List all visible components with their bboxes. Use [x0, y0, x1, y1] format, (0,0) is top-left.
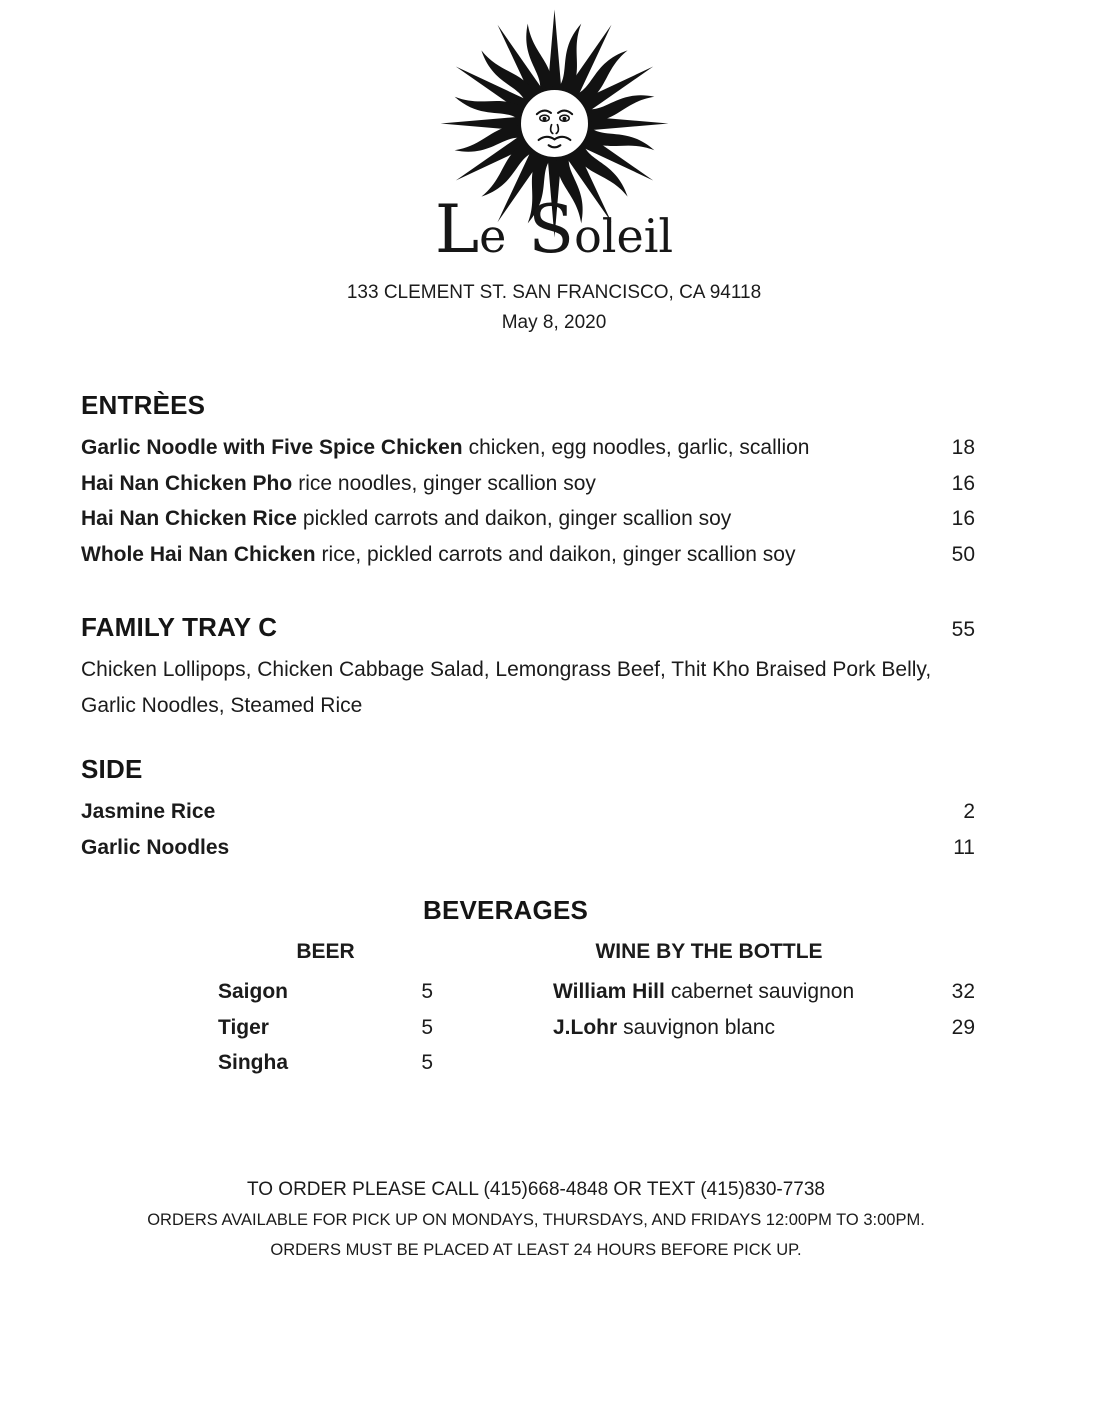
item-description: cabernet sauvignon [670, 980, 855, 1003]
item-price: 2 [963, 800, 975, 823]
item-description: sauvignon blanc [623, 1015, 775, 1039]
item-price: 5 [421, 1051, 433, 1074]
restaurant-name-word2: Soleil [528, 190, 674, 268]
item-name: Tiger [218, 1015, 269, 1039]
menu-item-row [553, 974, 975, 1010]
wine-column [553, 935, 975, 1081]
menu-item-row [81, 466, 975, 502]
item-description: rice, pickled carrots and daikon, ginger scallion soy [321, 542, 796, 566]
entrees-list [81, 430, 975, 572]
item-name: Hai Nan Chicken Rice [81, 507, 297, 530]
menu-item-row [81, 830, 975, 866]
item-description: pickled carrots and daikon, ginger scallion soy [302, 507, 732, 530]
subsection-title-wine: WINE BY THE BOTTLE [595, 940, 823, 963]
beverages-columns [81, 935, 975, 1081]
item-price: 18 [951, 436, 975, 459]
item-name: Saigon [218, 980, 289, 1003]
section-title-family-tray: FAMILY TRAY C [81, 612, 278, 642]
menu-item-row [81, 794, 975, 830]
item-price: 55 [951, 618, 975, 641]
menu-item-row [81, 430, 975, 466]
item-price: 16 [951, 507, 975, 530]
section-title-side: SIDE [81, 754, 143, 784]
menu-content [81, 388, 975, 1081]
menu-item-row [81, 537, 975, 573]
section-title-beverages: BEVERAGES [422, 895, 589, 925]
family-tray-header [81, 610, 975, 644]
section-title-entrees: ENTRÈES [81, 390, 206, 420]
item-name: Jasmine Rice [81, 800, 216, 823]
footer [0, 1175, 1072, 1265]
item-name: Whole Hai Nan Chicken [81, 542, 316, 566]
restaurant-name-word1: Le [434, 190, 507, 268]
menu-date: May 8, 2020 [501, 312, 607, 333]
beer-column [218, 935, 433, 1081]
item-name: William Hill [553, 980, 665, 1003]
item-price: 11 [953, 835, 975, 859]
item-price: 50 [951, 542, 975, 566]
footer-order-notice: ORDERS MUST BE PLACED AT LEAST 24 HOURS BEFORE PICK UP. [270, 1240, 802, 1259]
item-name: Singha [218, 1051, 289, 1074]
menu-item-row [218, 974, 433, 1010]
item-price: 29 [951, 1015, 975, 1039]
side-list [81, 794, 975, 865]
item-price: 16 [951, 471, 975, 495]
menu-item-row [81, 501, 975, 537]
menu-item-row [553, 1010, 975, 1046]
item-price: 32 [951, 980, 975, 1003]
item-name: Garlic Noodle with Five Spice Chicken [81, 436, 463, 459]
item-price: 5 [421, 1015, 433, 1039]
item-name: J.Lohr [553, 1015, 618, 1039]
menu-item-row [218, 1045, 433, 1081]
footer-order-phone: TO ORDER PLEASE CALL (415)668-4848 OR TEXT (415)830-7738 [246, 1178, 826, 1200]
item-description: chicken, egg noodles, garlic, scallion [468, 436, 810, 459]
item-price: 5 [421, 980, 433, 1003]
menu-item-row [218, 1010, 433, 1046]
item-name: Hai Nan Chicken Pho [81, 471, 293, 495]
family-tray-description: Chicken Lollipops, Chicken Cabbage Salad, Lemongrass Beef, Thit Kho Braised Pork Belly, Garlic Noodles, Steamed Rice [81, 658, 932, 717]
item-description: rice noodles, ginger scallion soy [298, 471, 596, 495]
restaurant-address: 133 CLEMENT ST. SAN FRANCISCO, CA 94118 [346, 282, 762, 303]
beverages-header [81, 893, 930, 927]
subsection-title-beer: BEER [296, 940, 355, 963]
footer-pickup-schedule: ORDERS AVAILABLE FOR PICK UP ON MONDAYS, THURSDAYS, AND FRIDAYS 12:00PM TO 3:00PM. [147, 1210, 925, 1229]
item-name: Garlic Noodles [81, 835, 230, 859]
restaurant-name [0, 190, 1108, 268]
